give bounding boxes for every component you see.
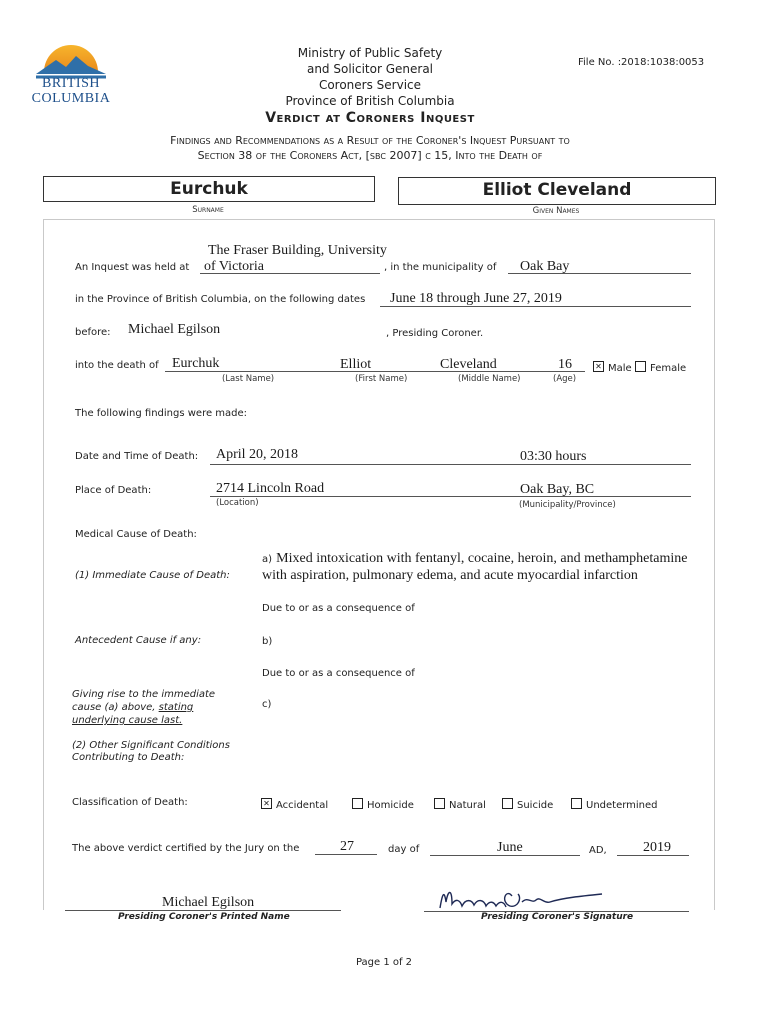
printed-name-value: Michael Egilson	[162, 895, 255, 910]
classification-accidental[interactable]	[261, 798, 328, 811]
cause-b: b)	[262, 636, 273, 647]
location-line-2: of Victoria	[204, 259, 264, 274]
before-label: before:	[75, 327, 111, 338]
middle-name-label: (Middle Name)	[458, 374, 521, 384]
last-name-value: Eurchuk	[172, 356, 220, 371]
into-label: into the death of	[75, 360, 159, 371]
subtitle-line-2: Section 38 of the Coroners Act, [sbc 2007] c 15, Into the Death of	[197, 149, 543, 162]
death-name-underline	[165, 371, 585, 372]
findings-intro: The following findings were made:	[75, 408, 248, 419]
municipality-sub-label: (Municipality/Province)	[519, 500, 616, 510]
day-underline	[315, 854, 377, 855]
giving-rise-line-3: underlying cause last.	[72, 715, 183, 726]
page-title: Verdict at Coroners Inquest	[265, 110, 475, 126]
ad-label: AD,	[589, 845, 607, 856]
municipality-underline	[508, 273, 691, 274]
other-conditions-line-2: Contributing to Death:	[72, 752, 185, 763]
other-conditions-line-1: (2) Other Significant Conditions	[72, 740, 230, 751]
giving-rise-stating: stating	[158, 702, 194, 713]
month-underline	[430, 855, 580, 856]
ministry-line-1: Ministry of Public Safety	[297, 46, 443, 60]
sun-mountains-icon	[26, 34, 116, 80]
cause-a	[262, 551, 688, 567]
homicide-checkbox[interactable]	[352, 798, 363, 809]
bc-logo	[26, 34, 116, 114]
signature-label: Presiding Coroner's Signature	[481, 912, 634, 922]
giving-rise-line-1: Giving rise to the immediate	[72, 689, 216, 700]
male-checkbox[interactable]	[593, 361, 604, 372]
place-of-death-label: Place of Death:	[75, 485, 152, 496]
sex-female-option[interactable]	[635, 361, 686, 374]
page-number: Page 1 of 2	[355, 957, 413, 968]
due-to-1: Due to or as a consequence of	[262, 603, 415, 614]
date-underline	[210, 464, 691, 465]
giving-rise-text: cause (a) above,	[72, 702, 159, 713]
printed-name-underline	[65, 910, 341, 911]
logo-line-1: BRITISH	[42, 76, 100, 91]
age-value: 16	[558, 357, 572, 372]
first-name-label: (First Name)	[355, 374, 408, 384]
certified-year: 2019	[643, 840, 671, 855]
undetermined-label: Undetermined	[586, 800, 658, 811]
female-label: Female	[650, 363, 687, 374]
suicide-label: Suicide	[517, 800, 554, 811]
classification-homicide[interactable]	[352, 798, 414, 811]
undetermined-checkbox[interactable]	[571, 798, 582, 809]
service-line: Coroners Service	[318, 78, 422, 92]
date-of-death-label: Date and Time of Death:	[75, 451, 199, 462]
middle-name-value: Cleveland	[440, 357, 497, 372]
province-line: Province of British Columbia	[285, 94, 455, 108]
natural-label: Natural	[449, 800, 486, 811]
classification-label: Classification of Death:	[72, 797, 188, 808]
surname-box	[43, 176, 375, 202]
given-names-box	[398, 177, 716, 205]
cause-a-line-1: Mixed intoxication with fentanyl, cocaine, heroin, and methamphetamine	[276, 551, 688, 566]
location-line-1: The Fraser Building, University	[208, 243, 387, 258]
medical-cause-label: Medical Cause of Death:	[75, 529, 197, 540]
year-underline	[617, 855, 689, 856]
suicide-checkbox[interactable]	[502, 798, 513, 809]
presiding-label: , Presiding Coroner.	[386, 328, 484, 339]
certified-label: The above verdict certified by the Jury on the	[72, 843, 300, 854]
given-names-label: Given Names	[532, 206, 580, 216]
logo-line-2: COLUMBIA	[31, 91, 111, 106]
age-label: (Age)	[553, 374, 577, 384]
first-name-value: Elliot	[340, 357, 372, 372]
municipality-label: , in the municipality of	[384, 262, 497, 273]
subtitle-line-1: Findings and Recommendations as a Result of the Coroner's Inquest Pursuant to	[170, 134, 570, 147]
file-number: File No. :2018:1038:0053	[578, 57, 705, 68]
place-value: 2714 Lincoln Road	[216, 481, 325, 496]
date-of-death-value: April 20, 2018	[216, 447, 299, 462]
cause-a-line-2: with aspiration, pulmonary edema, and acute myocardial infarction	[262, 568, 638, 583]
last-name-label: (Last Name)	[222, 374, 275, 384]
held-label: An Inquest was held at	[75, 262, 190, 273]
place-underline	[210, 496, 691, 497]
certified-day: 27	[340, 839, 354, 854]
female-checkbox[interactable]	[635, 361, 646, 372]
dates-label: in the Province of British Columbia, on the following dates	[75, 294, 366, 305]
sex-male-option[interactable]	[593, 361, 632, 374]
classification-natural[interactable]	[434, 798, 486, 811]
immediate-cause-label: (1) Immediate Cause of Death:	[75, 570, 230, 581]
cause-c: c)	[262, 699, 272, 710]
coroner-name: Michael Egilson	[128, 322, 221, 337]
place-municipality-value: Oak Bay, BC	[520, 482, 595, 497]
classification-suicide[interactable]	[502, 798, 553, 811]
giving-rise-line-2	[72, 702, 193, 713]
location-sub-label: (Location)	[216, 498, 259, 508]
time-of-death-value: 03:30 hours	[520, 449, 587, 464]
day-of-label: day of	[388, 844, 420, 855]
surname-value: Eurchuk	[170, 179, 248, 199]
due-to-2: Due to or as a consequence of	[262, 668, 415, 679]
accidental-checkbox[interactable]	[261, 798, 272, 809]
certified-month: June	[497, 840, 523, 855]
classification-undetermined[interactable]	[571, 798, 658, 811]
location-underline	[200, 273, 380, 274]
natural-checkbox[interactable]	[434, 798, 445, 809]
homicide-label: Homicide	[367, 800, 414, 811]
dates-value: June 18 through June 27, 2019	[390, 291, 562, 306]
dates-underline	[380, 306, 691, 307]
municipality-value: Oak Bay	[520, 259, 570, 274]
ministry-line-2: and Solicitor General	[306, 62, 434, 76]
printed-name-label: Presiding Coroner's Printed Name	[118, 912, 290, 922]
given-names-value: Elliot Cleveland	[482, 180, 632, 200]
male-label: Male	[608, 363, 632, 374]
cause-a-prefix: a)	[262, 554, 273, 565]
antecedent-label: Antecedent Cause if any:	[75, 635, 202, 646]
surname-label: Surname	[192, 205, 224, 215]
accidental-label: Accidental	[276, 800, 329, 811]
